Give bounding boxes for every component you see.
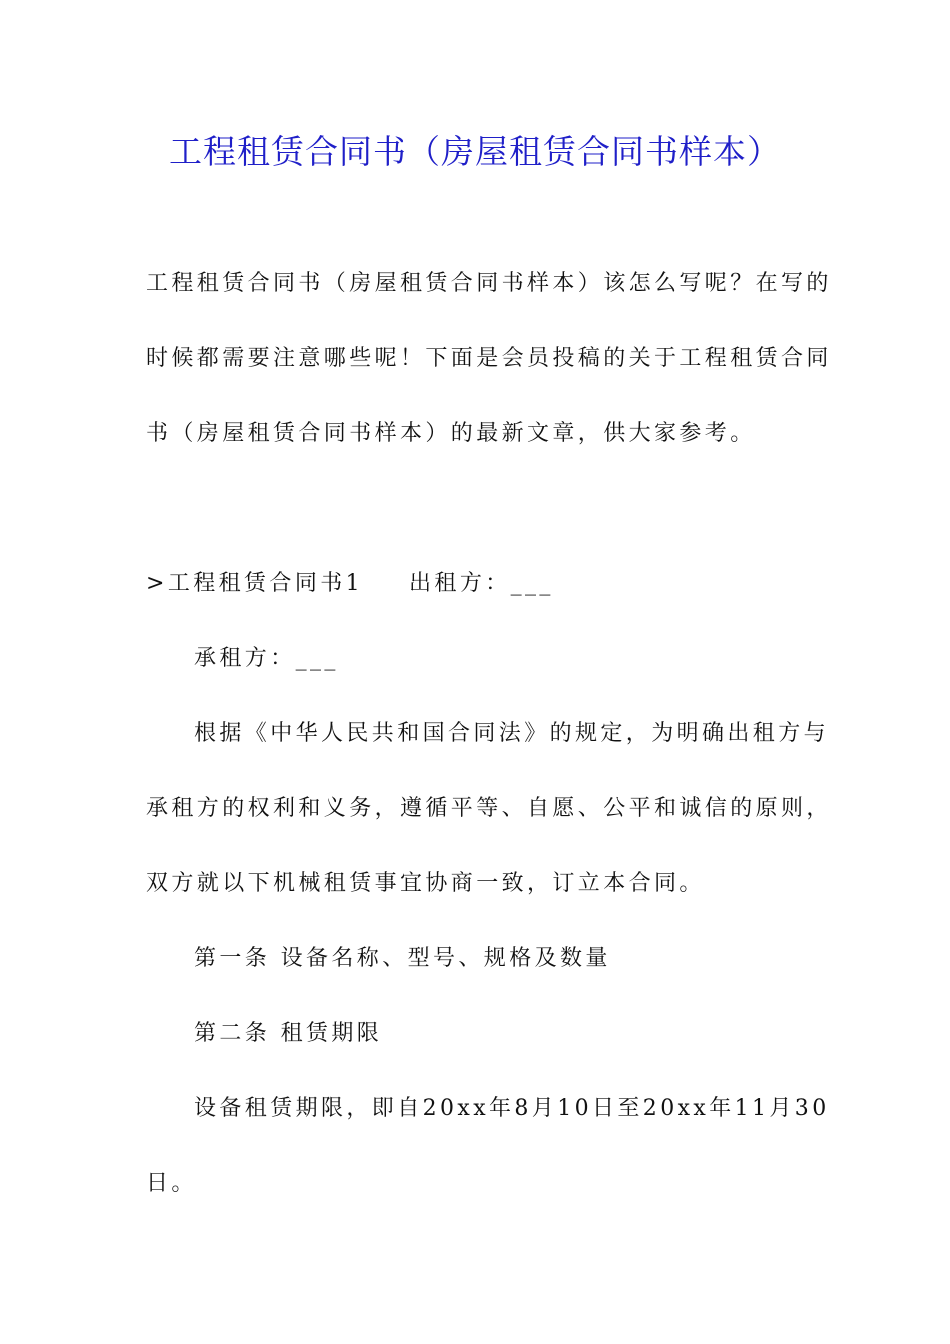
article-2-heading: 第二条 租赁期限 — [194, 1021, 383, 1046]
article-1-heading: 第一条 设备名称、型号、规格及数量 — [194, 946, 611, 971]
section-heading: >工程租赁合同书1 — [146, 571, 364, 596]
lease-term-line-1: 设备租赁期限，即自20xx年8月10日至20xx年11月30 — [194, 1096, 830, 1121]
lessee-field: 承租方：___ — [194, 646, 339, 671]
document-title: 工程租赁合同书（房屋租赁合同书样本） — [169, 132, 781, 171]
lease-term-line-2: 日。 — [146, 1171, 197, 1196]
body-line-1: 根据《中华人民共和国合同法》的规定，为明确出租方与 — [194, 721, 830, 746]
intro-line-3: 书（房屋租赁合同书样本）的最新文章，供大家参考。 — [146, 421, 756, 446]
body-line-3: 双方就以下机械租赁事宜协商一致，订立本合同。 — [146, 871, 705, 896]
lessor-field: 出租方：___ — [409, 571, 554, 596]
body-line-2: 承租方的权利和义务，遵循平等、自愿、公平和诚信的原则， — [146, 796, 832, 821]
section-heading-row — [146, 568, 554, 600]
intro-line-1: 工程租赁合同书（房屋租赁合同书样本）该怎么写呢？在写的 — [146, 271, 832, 296]
intro-line-2: 时候都需要注意哪些呢！下面是会员投稿的关于工程租赁合同 — [146, 346, 832, 371]
